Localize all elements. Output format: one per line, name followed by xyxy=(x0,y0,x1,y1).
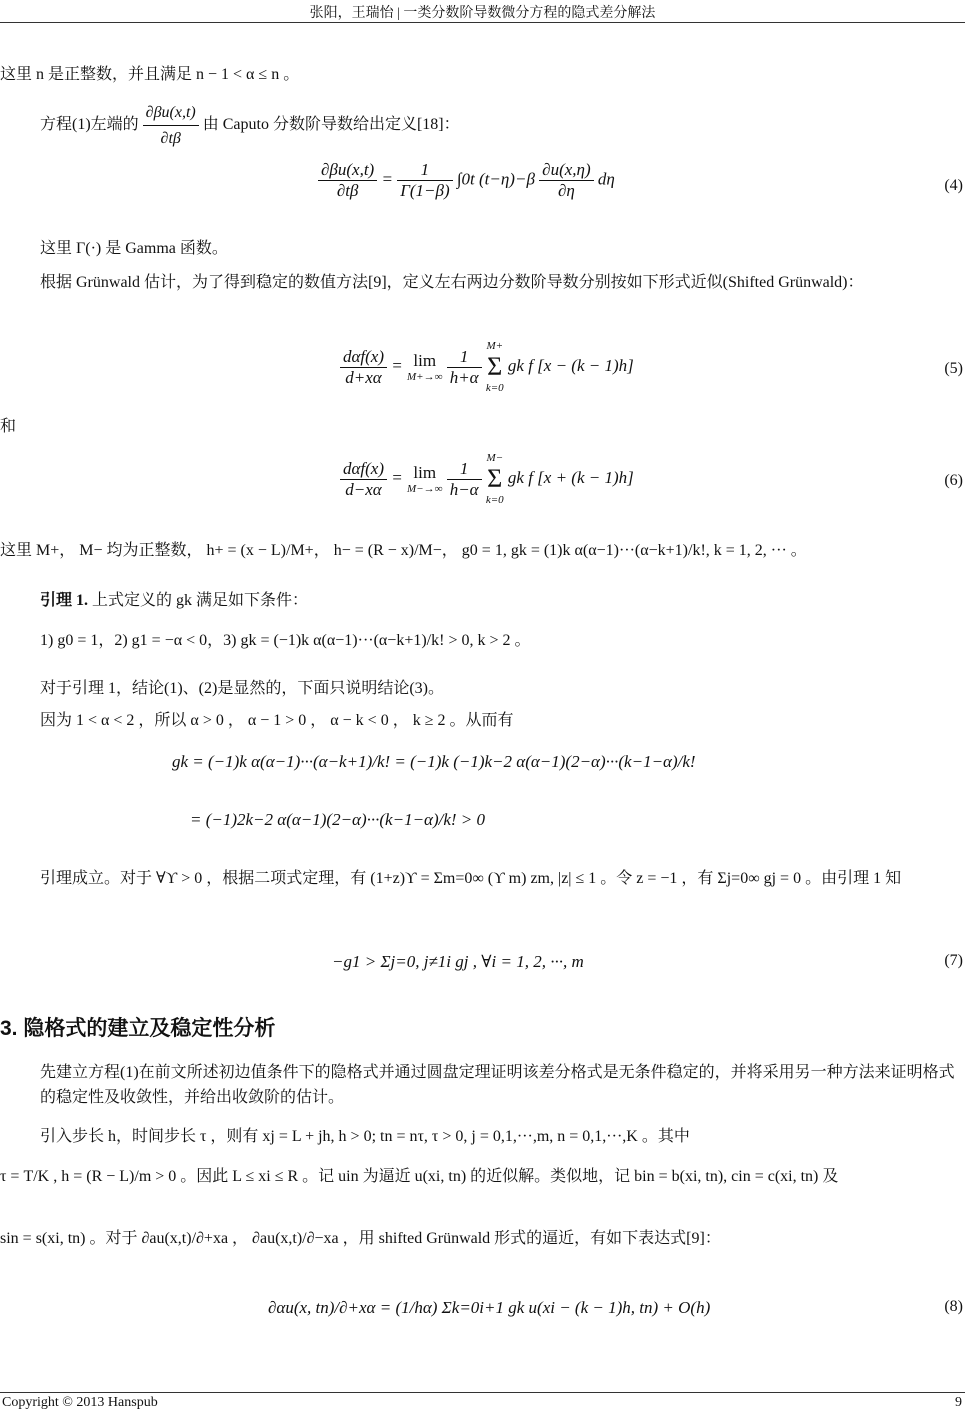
eq5-coef xyxy=(447,347,482,388)
eq4-deriv-num: ∂u(x,η) xyxy=(539,160,593,181)
header-rule xyxy=(0,22,965,23)
eq5-lhs-den: d+xα xyxy=(345,367,382,387)
eq6-lhs-num: dαf(x) xyxy=(340,459,387,480)
eq4-integral: ∫0t (t−η)−β xyxy=(456,169,535,189)
paragraph-step-size: 引入步长 h，时间步长 τ ，则有 xj = L + jh, h > 0; tn = nτ, τ > 0, j = 0,1,···,m, n = 0,1,···,K 。其中 xyxy=(40,1128,690,1145)
lemma-title: 引理 1. xyxy=(40,592,89,609)
caputo-inline-fraction xyxy=(143,100,199,151)
paragraph-tau-h: τ = T/K , h = (R − L)/m > 0 。因此 L ≤ xi ≤ R 。记 uin 为逼近 u(xi, tn) 的近似解。类似地，记 bin = b(xi, tn), cin = c(xi, tn) 及 xyxy=(0,1168,839,1185)
eq5-limit xyxy=(407,351,442,383)
lemma-conditions: 1) g0 = 1，2) g1 = −α < 0，3) gk = (−1)k α(α−1)···(α−k+1)/k! > 0, k > 2 。 xyxy=(40,632,531,649)
eq7-body: −g1 > Σj=0, j≠1i gj , ∀i = 1, 2, ···, m xyxy=(332,952,584,971)
caputo-lead-text: 方程(1)左端的 xyxy=(40,116,139,134)
eq6-lim-word: lim xyxy=(413,463,437,482)
gk-line-2: = (−1)2k−2 α(α−1)(2−α)···(k−1−α)/k! > 0 xyxy=(190,810,486,829)
eq5-lhs-num: dαf(x) xyxy=(340,347,387,368)
eq6-coef-den: h−α xyxy=(449,479,479,499)
eq6-lhs-den: d−xα xyxy=(345,479,382,499)
grunwald-text: 根据 Grünwald 估计，为了得到稳定的数值方法[9]，定义左右两边分数阶导数分别按如下形式近似(Shifted Grünwald)： xyxy=(40,274,864,291)
gk-line-1: gk = (−1)k α(α−1)···(α−k+1)/k! = (−1)k (−1)k−2 α(α−1)(2−α)···(k−1−α)/k! xyxy=(172,752,696,771)
eq4-coef-den: Γ(1−β) xyxy=(400,181,450,200)
eq4-coef-num: 1 xyxy=(397,160,452,181)
eq6-lim-sub: M−→∞ xyxy=(407,483,443,495)
eq6-body: gk f [x + (k − 1)h] xyxy=(507,467,634,487)
eq4-number: (4) xyxy=(944,177,963,194)
lemma-1 xyxy=(0,588,965,613)
running-header: 张阳，王瑞怡 | 一类分数阶导数微分方程的隐式差分解法 xyxy=(309,6,656,21)
eq6-coef-num: 1 xyxy=(447,459,482,480)
eq5-body: gk f [x − (k − 1)h] xyxy=(507,355,634,375)
caputo-inline-numerator: ∂βu(x,t) xyxy=(143,100,199,126)
eq5-coef-den: h+α xyxy=(449,367,479,387)
footer-rule xyxy=(0,1392,965,1393)
eq5-sum: M+ Σ k=0 xyxy=(485,340,504,394)
paragraph-because: 因为 1 < α < 2 ，所以 α > 0 ， α − 1 > 0 ， α − k < 0 ， k ≥ 2 。从而有 xyxy=(40,712,514,729)
eq4-coef xyxy=(397,160,452,201)
eq4-deriv xyxy=(539,160,593,201)
eq4-lhs xyxy=(318,160,377,201)
paragraph-and: 和 xyxy=(0,418,17,435)
paragraph-binomial: 引理成立。对于 ∀ϒ > 0 ，根据二项式定理，有 (1+z)ϒ = Σm=0∞ (ϒ m) zm, |z| ≤ 1 。令 z = −1 ，有 Σj=0∞ gj = 0 。由引理 1 知 xyxy=(40,870,902,887)
paragraph-n-condition: 这里 n 是正整数，并且满足 n − 1 < α ≤ n 。 xyxy=(0,66,300,83)
eq7-number: (7) xyxy=(944,952,963,969)
eq4-lhs-den: ∂tβ xyxy=(336,181,359,200)
eq5-coef-num: 1 xyxy=(447,347,482,368)
eq6-sum-bot: k=0 xyxy=(485,494,504,506)
eq4-tail: dη xyxy=(597,169,615,189)
eq8-number: (8) xyxy=(944,1298,963,1315)
eq5-sum-top: M+ xyxy=(486,340,504,352)
eq6-number: (6) xyxy=(944,472,963,489)
eq5-lim-sub: M+→∞ xyxy=(407,371,443,383)
paragraph-lemma-note: 对于引理 1，结论(1)、(2)是显然的，下面只说明结论(3)。 xyxy=(40,680,444,697)
paragraph-grunwald xyxy=(0,270,965,295)
section-heading-3: 3. 隐格式的建立及稳定性分析 xyxy=(0,1017,276,1040)
caputo-tail-text: 由 Caputo 分数阶导数给出定义[18]： xyxy=(202,116,460,134)
paper-page: 张阳，王瑞怡 | 一类分数阶导数微分方程的隐式差分解法 这里 n 是正整数，并且满足 n − 1 < α ≤ n 。 方程(1)左端的 $\frac{\partial\beta u(x,t)}{\partial t\beta}$ 由 Caputo 分数阶导数给出定义[18]： $\frac{\partial\beta u(x,t)}{\partial t\beta}$ = $\frac{1}{\Gamma(1-\beta)}$ ∫0t (t−η)−β $\frac{\partial u(x,\eta)}{\partial\eta}$ dη (4) 这里 Γ(·) 是 Gamma 函数。 根据 Grünwald 估计，为了得到稳定的数值方法[9]，定义左右两边分数阶导数分别按如下形式近似(Shifted Grünwald)： $\frac{\text{dαf(x)}}{d+x\alpha}$ = lim M+→∞ $\frac{1}{h+\alpha}$ M+ Σ k=0 gk f [x − (k − 1)h] (5) 和 $\frac{\text{dαf(x)}}{d-x\alpha}$ = lim M−→∞ $\frac{1}{h-\alpha}$ M− Σ k=0 gk f [x + (k − 1)h] (6) 这里 M+， M− 均为正整数， h+ = (x − L)/M+， h− = (R − x)/M−， g0 = 1, gk = (1)k α(α−1)···(α−k+1)/k!, k = 1, 2, ··· 。 引理 1. 上式定义的 gk 满足如下条件： 1) g0 = 1，2) g1 = −α < 0，3) gk = (−1)k α(α−1)···(α−k+1)/k! > 0, k > 2 。 对于引理 1，结论(1)、(2)是显然的，下面只说明结论(3)。 因为 1 < α < 2 ，所以 α > 0 ， α − 1 > 0 ， α − k < 0 ， k ≥ 2 。从而有 gk = (−1)k α(α−1)···(α−k+1)/k! = (−1)k (−1)k−2 α(α−1)(2−α)···(k−1−α)/k! = (−1)2k−2 α(α−1)(2−α)···(k−1−α)/k! > 0 引理成立。对于 ∀ϒ > 0 ，根据二项式定理，有 (1+z)ϒ = Σm=0∞ (ϒ m) zm, |z| ≤ 1 。令 z = −1 ，有 Σj=0∞ gj = 0 。由引理 1 知 −g1 > Σj=0, j≠1i gj , ∀i = 1, 2, ···, m (7) 3. 隐格式的建立及稳定性分析 先建立方程(1)在前文所述初边值条件下的隐格式并通过圆盘定理证明该差分格式是无条件稳定的，并将采用另一种方法来证明格式的稳定性及收敛性，并给出收敛阶的估计。 引入步长 h，时间步长 τ ，则有 xj = L + jh, h > 0; tn = nτ, τ > 0, j = 0,1,···,m, n = 0,1,···,K 。其中 τ = T/K , h = (R − L)/m > 0 。因此 L ≤ xi ≤ R 。记 uin 为逼近 u(xi, tn) 的近似解。类似地，记 bin = b(xi, tn), cin = c(xi, tn) 及 sin = s(xi, tn) 。对于 ∂au(x,t)/∂+xa ， ∂au(x,t)/∂−xa ，用 shifted Grünwald 形式的逼近，有如下表达式[9]： ∂αu(x, tn)/∂+xα = (1/hα) Σk=0i+1 gk u(xi − (k − 1)h, tn) + O(h) (8) Copyright © 2013 Hanspub 9 xyxy=(0,0,965,1414)
paragraph-gamma: 这里 Γ(·) 是 Gamma 函数。 xyxy=(40,240,228,257)
eq4-deriv-den: ∂η xyxy=(557,181,575,200)
paragraph-caputo-def xyxy=(0,100,965,151)
eq5-lim-word: lim xyxy=(413,351,437,370)
footer-copyright: Copyright © 2013 Hanspub xyxy=(2,1395,158,1410)
paragraph-h-g-def: 这里 M+， M− 均为正整数， h+ = (x − L)/M+， h− = (R − x)/M−， g0 = 1, gk = (1)k α(α−1)···(α−k+1)/k!, k = 1, 2, ··· 。 xyxy=(0,542,807,559)
eq6-limit xyxy=(407,463,442,495)
eq5-number: (5) xyxy=(944,360,963,377)
footer-page-number: 9 xyxy=(955,1395,962,1410)
lemma-text: 上式定义的 gk 满足如下条件： xyxy=(92,592,309,609)
paragraph-implicit-scheme: 先建立方程(1)在前文所述初边值条件下的隐格式并通过圆盘定理证明该差分格式是无条件稳定的，并将采用另一种方法来证明格式的稳定性及收敛性，并给出收敛阶的估计。 xyxy=(40,1064,955,1106)
eq5-sum-bot: k=0 xyxy=(485,382,504,394)
eq4-lhs-num: ∂βu(x,t) xyxy=(318,160,377,181)
eq8-body: ∂αu(x, tn)/∂+xα = (1/hα) Σk=0i+1 gk u(xi − (k − 1)h, tn) + O(h) xyxy=(268,1298,711,1317)
caputo-inline-denominator: ∂tβ xyxy=(160,130,181,147)
paragraph-shifted-grunwald: sin = s(xi, tn) 。对于 ∂au(x,t)/∂+xa ， ∂au(x,t)/∂−xa ，用 shifted Grünwald 形式的逼近，有如下表达式[9]： xyxy=(0,1230,721,1247)
eq6-sum: M− Σ k=0 xyxy=(485,452,504,506)
eq6-coef xyxy=(447,459,482,500)
eq6-sum-top: M− xyxy=(486,452,504,464)
eq5-lhs xyxy=(340,347,387,388)
eq6-lhs xyxy=(340,459,387,500)
